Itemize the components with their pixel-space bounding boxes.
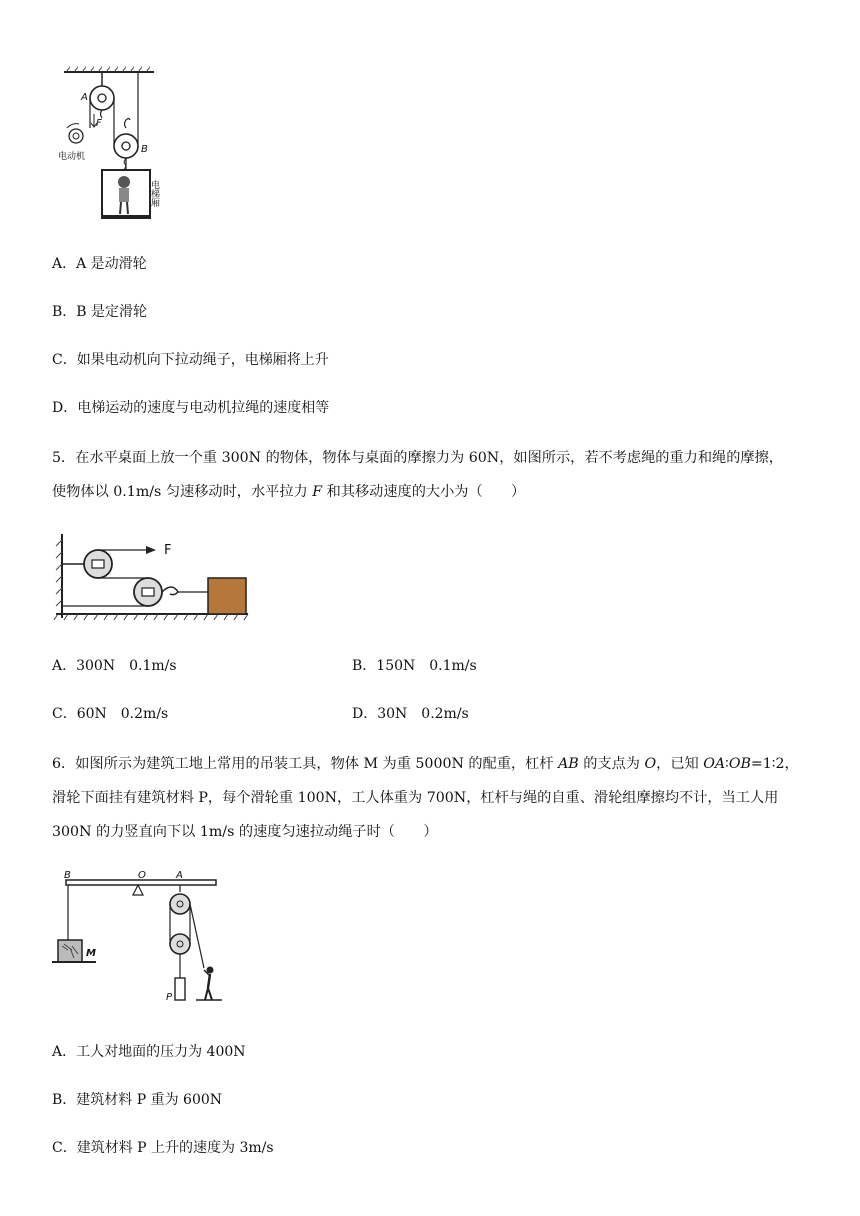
q6-option-a: A．工人对地面的压力为 400N [52,1044,246,1060]
q4-option-a: A．A 是动滑轮 [52,256,147,272]
q6-option-b: B．建筑材料 P 重为 600N [52,1092,223,1108]
figure1-label-b: B [141,144,148,155]
q6-option-c: C．建筑材料 P 上升的速度为 3m/s [52,1140,274,1156]
figure1-label-f: F [96,118,102,129]
q6-stem-line2: 滑轮下面挂有建筑材料 P，每个滑轮重 100N，工人体重为 700N，杠杆与绳的自重、滑轮组摩擦均不计，当工人用 [52,790,779,806]
q6-stem-line3: 300N 的力竖直向下以 1m/s 的速度匀速拉动绳子时（ ） [52,824,438,840]
figure3-label-m: M [86,948,96,959]
q5-option-c: C．60N 0.2m/s [52,706,169,722]
figure3-label-a: A [176,870,183,881]
q4-option-d: D．电梯运动的速度与电动机拉绳的速度相等 [52,400,330,416]
figure-lever-crane [52,866,242,1012]
q5-option-b: B．150N 0.1m/s [352,658,477,674]
figure1-label-a: A [81,92,88,103]
figure3-label-o: O [138,870,146,881]
figure-elevator-pulley [58,66,178,222]
q5-stem-line1: 5．在水平桌面上放一个重 300N 的物体，物体与桌面的摩擦力为 60N，如图所示，若不考虑绳的重力和绳的摩擦， [52,450,783,466]
figure2-label-f: F [164,543,172,558]
q5-stem-line2: 使物体以 0.1m/s 匀速移动时，水平拉力 F 和其移动速度的大小为（ ） [52,484,526,500]
figure1-label-motor: 电动机 [58,152,86,162]
figure3-label-p: P [166,992,173,1003]
figure1-label-car: 电梯厢 [149,180,159,207]
q5-option-a: A．300N 0.1m/s [52,658,177,674]
q4-option-b: B．B 是定滑轮 [52,304,148,320]
q6-stem-line1: 6．如图所示为建筑工地上常用的吊装工具，物体 M 为重 5000N 的配重，杠杆 AB 的支点为 O，已知 OA∶OB=1∶2， [52,756,799,772]
figure3-label-b: B [64,870,71,881]
figure-horizontal-pulley [52,530,252,626]
q4-option-c: C．如果电动机向下拉动绳子，电梯厢将上升 [52,352,329,368]
q5-option-d: D．30N 0.2m/s [352,706,469,722]
